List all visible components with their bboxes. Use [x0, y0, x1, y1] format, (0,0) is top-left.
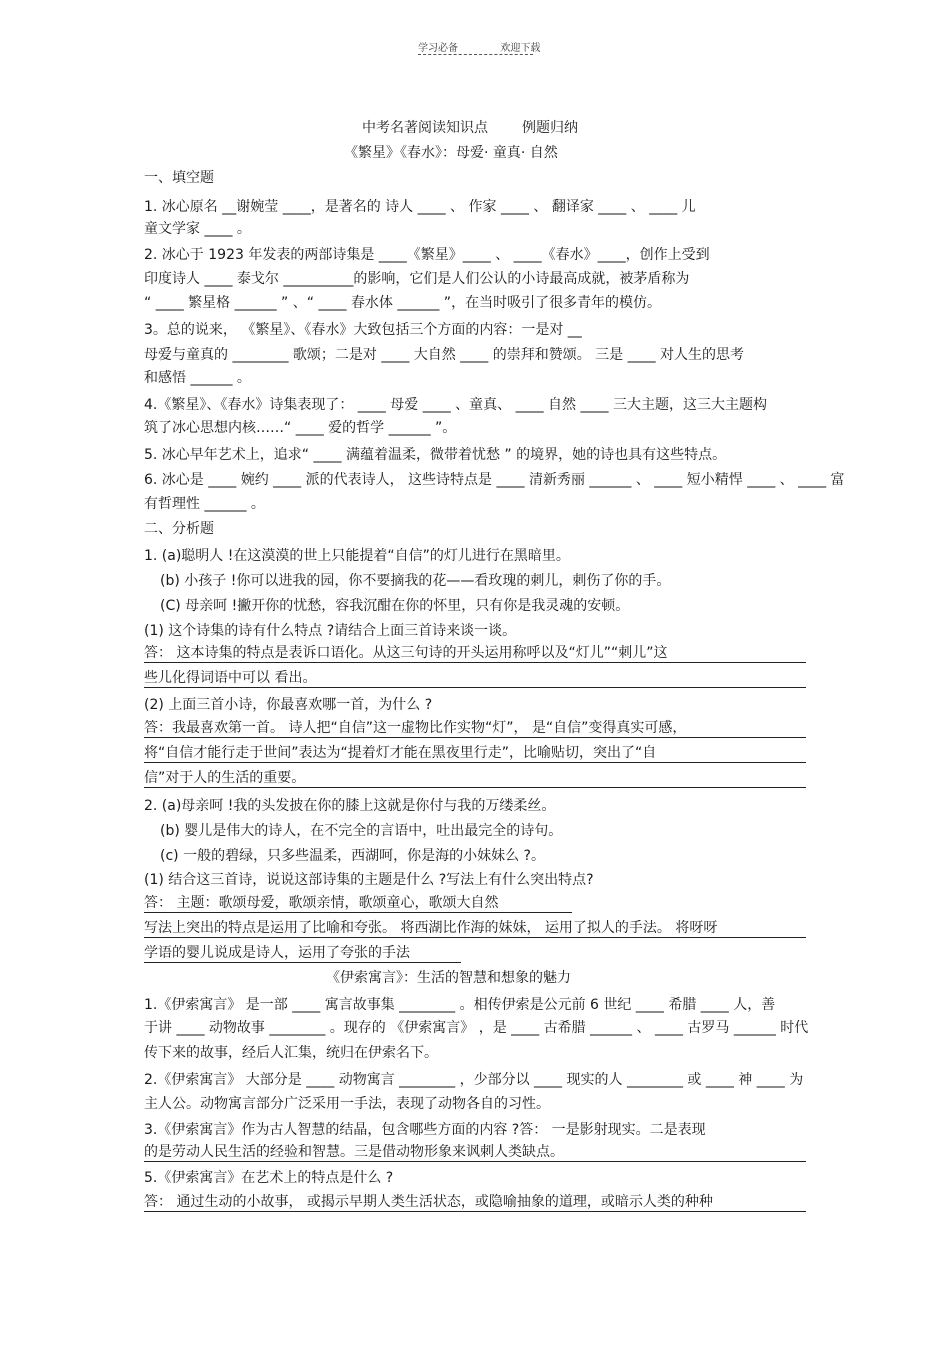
q2-ans1b: 写法上突出的特点是运用了比喻和夸张。 将西湖比作海的妹妹， 运用了拟人的手法。 将呀呀 — [144, 920, 718, 936]
s1-line-1: 1. 冰心原名 __谢婉莹 ____，是著名的 诗人 ____ 、 作家 ____ 、 翻译家 ____ 、 ____ 儿 — [144, 199, 696, 215]
header-left: 学习必备 — [418, 43, 458, 54]
s1-line-8: 和感悟 ______ 。 — [144, 370, 251, 386]
answer-rule — [144, 912, 572, 913]
title-line1a: 中考名著阅读知识点 — [362, 120, 488, 136]
answer-rule — [144, 662, 806, 663]
title-line2: 《繁星》《春水》：母爱· 童真· 自然 — [344, 145, 558, 161]
s3-line-3: 传下来的故事，经后人汇集，统归在伊索名下。 — [144, 1045, 438, 1061]
q2-a: 2. (a)母亲呵 !我的头发披在你的膝上这就是你付与我的万缕柔丝。 — [144, 798, 556, 814]
answer-rule — [144, 687, 806, 688]
q1-c: (C) 母亲呵 !撇开你的忧愁，容我沉酣在你的怀里，只有你是我灵魂的安顿。 — [160, 598, 630, 614]
q2-ans1c: 学语的婴儿说成是诗人，运用了夸张的手法 — [144, 945, 410, 961]
q2-sub1: (1) 结合这三首诗，说说这部诗集的主题是什么 ?写法上有什么突出特点? — [144, 872, 594, 888]
s3-line-1: 1.《伊索寓言》 是一部 ____ 寓言故事集 ________ 。相传伊索是公元前 6 世纪 ____ 希腊 ____ 人，善 — [144, 997, 776, 1013]
s3-line-2: 于讲 ____ 动物故事 ________ 。现存的 《伊索寓言》 ，是 ____ 古希腊 ______ 、 ____ 古罗马 ______ 时代 — [144, 1020, 809, 1036]
s1-line-10: 筑了冰心思想内核……“ ____ 爱的哲学 ______ ”。 — [144, 420, 457, 436]
q2-ans1a: 答： 主题：歌颂母爱，歌颂亲情，歌颂童心，歌颂大自然 — [144, 895, 499, 911]
answer-rule — [144, 937, 806, 938]
s1-line-6: 3。总的说来， 《繁星》、《春水》大致包括三个方面的内容：一是对 __ — [144, 322, 582, 338]
q2-c: (c) 一般的碧绿，只多些温柔，西湖呵，你是海的小妹妹么 ?。 — [160, 848, 545, 864]
s3-line-4: 2.《伊索寓言》 大部分是 ____ 动物寓言 ________ ，少部分以 ____ 现实的人 ________ 或 ____ 神 ____ 为 — [144, 1072, 804, 1088]
section1-heading: 一、填空题 — [144, 170, 214, 186]
q1-ans2c: 信”对于人的生活的重要。 — [144, 770, 306, 786]
s1-line-5: “ ____ 繁星格 ______ ” 、“ ____ 春水体 ______ ”，在当时吸引了很多青年的模仿。 — [144, 295, 662, 311]
answer-rule — [144, 737, 806, 738]
s3-line-5: 主人公。动物寓言部分广泛采用一手法，表现了动物各自的习性。 — [144, 1096, 550, 1112]
s1-line-12: 6. 冰心是 ____ 婉约 ____ 派的代表诗人， 这些诗特点是 ____ 清新秀丽 ______ 、 ____ 短小精悍 ____ 、 ____ 富 — [144, 472, 845, 488]
s3-line-7: 的是劳动人民生活的经验和智慧。三是借动物形象来讽刺人类缺点。 — [144, 1144, 564, 1160]
section2-heading: 二、分析题 — [144, 521, 214, 537]
s1-line-7: 母爱与童真的 ________ 歌颂；二是对 ____ 大自然 ____ 的崇拜和赞颂。 三是 ____ 对人生的思考 — [144, 347, 745, 363]
q1-sub1: (1) 这个诗集的诗有什么特点 ?请结合上面三首诗来谈一谈。 — [144, 623, 517, 639]
s1-line-4: 印度诗人 ____ 泰戈尔 __________的影响，它们是人们公认的小诗最高成就，被茅盾称为 — [144, 271, 690, 287]
header-rule — [418, 54, 533, 55]
q1-sub2: (2) 上面三首小诗，你最喜欢哪一首，为什么 ? — [144, 697, 433, 713]
page-header — [418, 39, 540, 54]
answer-rule — [144, 1211, 806, 1212]
q1-ans1a: 答： 这本诗集的特点是表诉口语化。从这三句诗的开头运用称呼以及“灯儿”“刺儿”这 — [144, 645, 668, 661]
header-right: 欢迎下载 — [500, 43, 541, 54]
s1-line-9: 4.《繁星》、《春水》诗集表现了： ____ 母爱 ____ 、童真、 ____ 自然 ____ 三大主题，这三大主题构 — [144, 397, 767, 413]
q2-b: (b) 婴儿是伟大的诗人，在不完全的言语中，吐出最完全的诗句。 — [160, 823, 563, 839]
title-line1b: 例题归纳 — [522, 120, 578, 136]
answer-rule — [144, 1161, 806, 1162]
s3-line-8: 5.《伊索寓言》在艺术上的特点是什么 ? — [144, 1170, 394, 1186]
section3-heading: 《伊索寓言》：生活的智慧和想象的魅力 — [326, 970, 571, 986]
s3-line-6: 3.《伊索寓言》作为古人智慧的结晶，包含哪些方面的内容 ?答： 一是影射现实。二是表现 — [144, 1122, 706, 1138]
s3-line-9: 答： 通过生动的小故事， 或揭示早期人类生活状态，或隐喻抽象的道理，或暗示人类的种种 — [144, 1194, 713, 1210]
s1-line-11: 5. 冰心早年艺术上，追求“ ____ 满蕴着温柔，微带着忧愁 ” 的境界，她的诗也具有这些特点。 — [144, 447, 727, 463]
s1-line-2: 童文学家 ____ 。 — [144, 221, 251, 237]
s1-line-3: 2. 冰心于 1923 年发表的两部诗集是 ____《繁星》____ 、 ____《春水》____，创作上受到 — [144, 247, 710, 263]
answer-rule — [144, 962, 461, 963]
q1-ans2a: 答：我最喜欢第一首。 诗人把“自信”这一虚物比作实物“灯”， 是“自信”变得真实可感， — [144, 720, 687, 736]
q1-a: 1. (a)聪明人 !在这漠漠的世上只能提着“自信”的灯儿进行在黑暗里。 — [144, 548, 570, 564]
answer-rule — [144, 787, 806, 788]
q1-ans2b: 将“自信才能行走于世间”表达为“提着灯才能在黑夜里行走”，比喻贴切，突出了“自 — [144, 745, 657, 761]
q1-b: (b) 小孩子 !你可以进我的园，你不要摘我的花——看玫瑰的刺儿，刺伤了你的手。 — [160, 573, 671, 589]
answer-rule — [144, 762, 806, 763]
s1-line-13: 有哲理性 ______ 。 — [144, 496, 265, 512]
q1-ans1b: 些儿化得词语中可以 看出。 — [144, 670, 317, 686]
